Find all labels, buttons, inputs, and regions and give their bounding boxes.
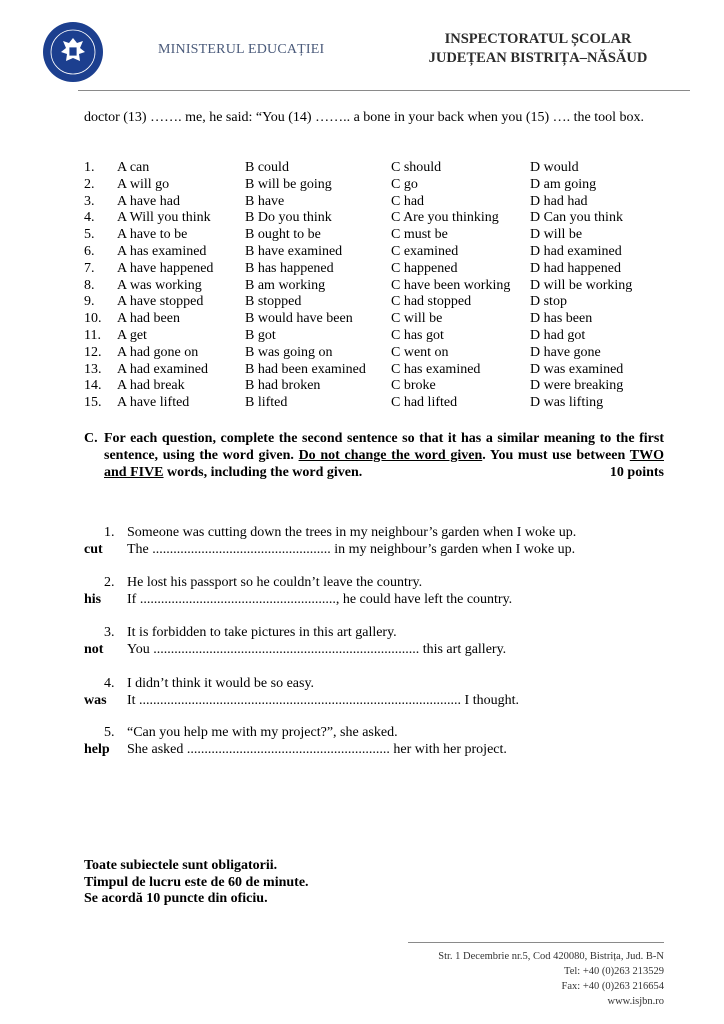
option-d: D would [530,160,579,175]
option-row [84,311,684,328]
question-answer-line [84,591,684,608]
option-number: 7. [84,260,95,276]
option-c: C broke [391,378,436,394]
option-row [84,194,684,211]
option-b: B lifted [245,395,288,411]
section-instructions-body [104,430,664,481]
option-number: 3. [84,193,95,209]
option-number: 5. [84,227,95,243]
option-a: A had been [117,311,180,327]
question-sentence: It is forbidden to take pictures in this art gallery. [127,625,397,640]
footer-divider [408,942,664,943]
option-row [84,177,684,194]
option-b: B Do you think [245,210,332,226]
option-a: A have had [117,193,180,209]
option-row [84,395,684,412]
option-d: D will be working [530,277,633,293]
option-b: B had been examined [245,361,366,377]
option-d: D was examined [530,361,624,377]
question-item [84,724,684,758]
option-c: C went on [391,344,449,360]
option-c: C must be [391,227,448,243]
option-number: 4. [84,210,95,226]
option-a: A will go [117,176,170,192]
instr-underlined-1: Do not change the word given [298,448,483,463]
option-number: 2. [84,176,95,192]
answer-gap-sentence[interactable]: You ............................................................................ this art gallery. [127,642,507,657]
option-c: C has got [391,327,444,343]
option-d: D had had [530,193,588,209]
question-item [84,675,684,709]
option-d: D have gone [530,344,601,360]
option-number: 11. [84,327,101,343]
option-b: B will be going [245,176,332,192]
option-row [84,261,684,278]
option-number: 8. [84,277,95,293]
option-a: A was working [117,277,202,293]
option-d: D will be [530,227,583,243]
option-c: C had stopped [391,294,472,310]
option-row [84,378,684,395]
closing-notes [84,858,309,908]
question-sentence-line [84,524,684,541]
footer-address: Str. 1 Decembrie nr.5, Cod 420080, Bistrița, Jud. B-N [438,951,664,962]
question-answer-line [84,741,684,758]
option-number: 9. [84,294,95,310]
option-a: A have lifted [117,395,190,411]
option-number: 15. [84,395,102,411]
question-number: 1. [104,525,115,540]
option-c: C go [391,176,418,192]
option-b: B got [245,327,276,343]
option-a: A had gone on [117,344,199,360]
option-b: B have [245,193,285,209]
instr-part-3: words, including the word given. [163,465,363,480]
question-item [84,574,684,608]
option-number: 1. [84,160,95,175]
option-b: B have examined [245,243,343,259]
options-table [84,160,684,412]
option-a: A had examined [117,361,208,377]
option-row [84,362,684,379]
option-c: C had lifted [391,395,458,411]
option-a: A have to be [117,227,188,243]
answer-gap-sentence[interactable]: She asked .......................................................... her with her project. [127,742,507,757]
option-number: 13. [84,361,102,377]
footer-web[interactable]: www.isjbn.ro [607,996,664,1007]
option-d: D has been [530,311,593,327]
question-sentence: “Can you help me with my project?”, she asked. [127,725,398,740]
question-number: 3. [104,625,115,640]
option-a: A get [117,327,147,343]
key-word: help [84,742,110,757]
question-item [84,524,684,558]
section-letter: C. [84,431,98,446]
question-sentence-line [84,574,684,591]
answer-gap-sentence[interactable]: If ........................................................, he could have left the country. [127,592,513,607]
option-a: A had break [117,378,185,394]
option-c: C had [391,193,425,209]
option-a: A Will you think [117,210,211,226]
question-sentence-line [84,624,684,641]
option-row [84,160,684,177]
option-row [84,294,684,311]
instr-underlined-2: TWO and FIVE [104,448,664,480]
option-number: 10. [84,311,102,327]
option-a: A has examined [117,243,207,259]
option-c: C should [391,160,442,175]
question-answer-line [84,641,684,658]
option-a: A have happened [117,260,214,276]
option-c: C Are you thinking [391,210,499,226]
option-b: B had broken [245,378,321,394]
instr-part-1: For each question, complete the second sentence so that it has a similar meaning to the first sentence, using the word given. [104,431,664,463]
section-c-instructions [84,430,664,481]
government-logo [42,21,104,83]
option-a: A have stopped [117,294,204,310]
option-d: D am going [530,176,597,192]
option-row [84,278,684,295]
instr-part-2: . You must use between [482,448,630,463]
option-c: C examined [391,243,459,259]
question-answer-line [84,692,684,709]
question-sentence: Someone was cutting down the trees in my neighbour’s garden when I woke up. [127,525,577,540]
option-row [84,345,684,362]
key-word: his [84,592,102,607]
key-word: was [84,693,107,708]
footer-contact [380,949,664,1009]
question-number: 5. [104,725,115,740]
option-b: B could [245,160,289,175]
section-points: 10 points [609,465,664,480]
inspectorate-line-2: JUDEȚEAN BISTRIȚA–NĂSĂUD [428,50,648,66]
option-number: 12. [84,344,102,360]
key-word: cut [84,542,103,557]
header-divider [78,90,690,91]
option-row [84,227,684,244]
answer-gap-sentence[interactable]: The ................................................... in my neighbour’s garden when I woke up. [127,542,576,557]
option-row [84,328,684,345]
option-b: B am working [245,277,326,293]
question-item [84,624,684,658]
option-c: C have been working [391,277,511,293]
question-sentence: He lost his passport so he couldn’t leave the country. [127,575,423,590]
key-word: not [84,642,104,657]
question-sentence: I didn’t think it would be so easy. [127,676,315,691]
option-c: C has examined [391,361,481,377]
option-b: B stopped [245,294,302,310]
question-number: 2. [104,575,115,590]
closing-line: Toate subiectele sunt obligatorii. [84,858,278,873]
option-row [84,210,684,227]
option-number: 6. [84,243,95,259]
option-d: D was lifting [530,395,604,411]
option-d: D were breaking [530,378,624,394]
inspectorate-line-1: INSPECTORATUL ȘCOLAR [444,31,632,47]
ministry-name: MINISTERUL EDUCAȚIEI [158,42,325,57]
answer-gap-sentence[interactable]: It ............................................................................................ I thought. [127,693,519,708]
option-b: B ought to be [245,227,321,243]
question-sentence-line [84,675,684,692]
question-answer-line [84,541,684,558]
option-number: 14. [84,378,102,394]
option-d: D stop [530,294,567,310]
option-d: D had got [530,327,586,343]
inspectorate-name [408,30,668,68]
option-row [84,244,684,261]
closing-line: Timpul de lucru este de 60 de minute. [84,874,309,890]
footer-tel: Tel: +40 (0)263 213529 [564,966,664,977]
option-d: D had happened [530,260,621,276]
option-c: C will be [391,311,443,327]
footer-fax: Fax: +40 (0)263 216654 [561,981,664,992]
question-number: 4. [104,676,115,691]
passage-text: doctor (13) ……. me, he said: “You (14) …….. a bone in your back when you (15) …. the tool box. [84,110,645,125]
option-b: B was going on [245,344,333,360]
option-c: C happened [391,260,458,276]
option-b: B would have been [245,311,353,327]
option-a: A can [117,160,150,175]
question-sentence-line [84,724,684,741]
option-b: B has happened [245,260,334,276]
option-d: D Can you think [530,210,623,226]
option-d: D had examined [530,243,622,259]
closing-line: Se acordă 10 puncte din oficiu. [84,891,268,906]
